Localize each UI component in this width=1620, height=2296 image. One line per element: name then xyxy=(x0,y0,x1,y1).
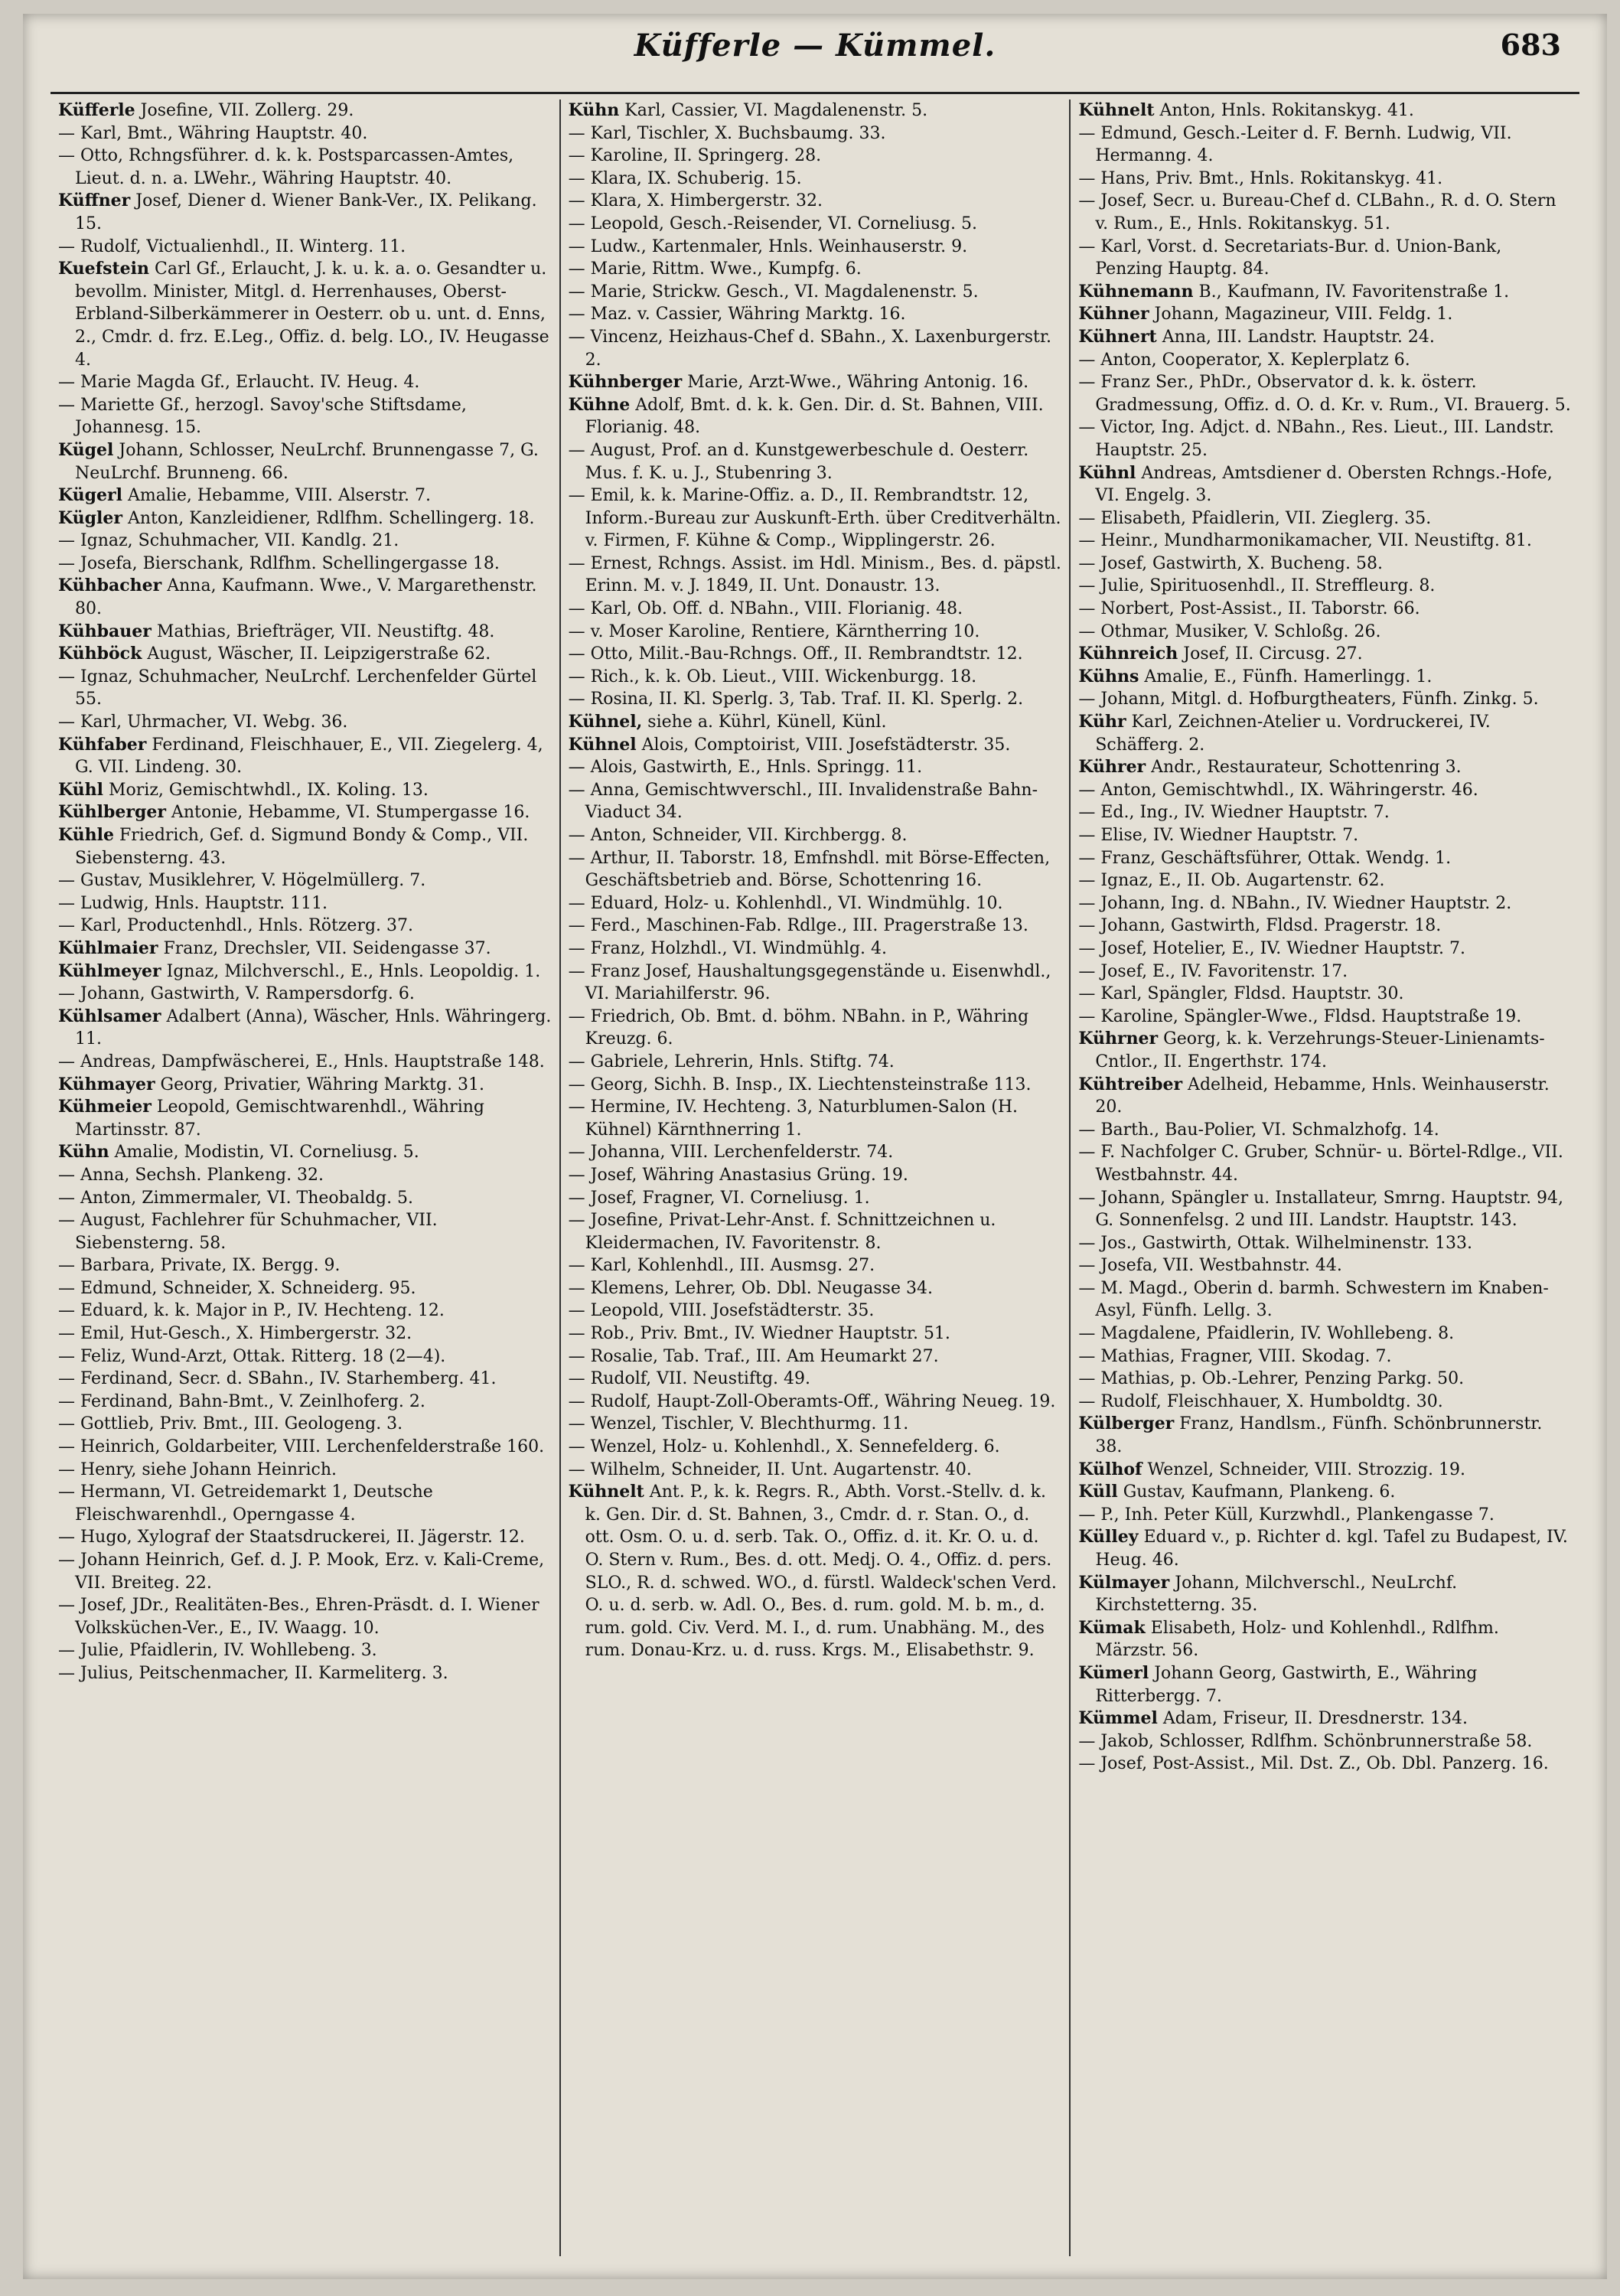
entry-surname: Küfferle xyxy=(58,100,135,120)
column-1 xyxy=(51,99,561,2256)
directory-entry-main: Kühner Johann, Magazineur, VIII. Feldg. 1. xyxy=(1078,304,1453,325)
directory-entry-sub: — Johanna, VIII. Lerchenfelderstr. 74. xyxy=(568,1143,894,1163)
directory-entry-main: Kühnemann B., Kaufmann, IV. Favoritenstraße 1. xyxy=(1078,281,1510,302)
directory-entry-sub: — Victor, Ing. Adjct. d. NBahn., Res. Lieut., III. Landstr. Hauptstr. 25. xyxy=(1078,418,1554,460)
directory-entry-sub: — Otto, Milit.-Bau-Rchngs. Off., II. Rembrandtstr. 12. xyxy=(568,644,1023,664)
directory-entry-sub: — Klemens, Lehrer, Ob. Dbl. Neugasse 34. xyxy=(568,1278,933,1298)
directory-entry-sub: — Josef, Secr. u. Bureau-Chef d. CLBahn., R. d. O. Stern v. Rum., E., Hnls. Rokitanskyg. 51. xyxy=(1078,191,1556,233)
directory-entry-sub: — Josef, Fragner, VI. Corneliusg. 1. xyxy=(568,1188,870,1208)
directory-entry-sub: — Julie, Pfaidlerin, IV. Wohllebeng. 3. xyxy=(58,1641,377,1661)
directory-entry-sub: — Heinr., Mundharmonikamacher, VII. Neustiftg. 81. xyxy=(1078,531,1532,551)
columns xyxy=(51,99,1579,2256)
directory-entry-sub: — Heinrich, Goldarbeiter, VIII. Lerchenfelderstraße 160. xyxy=(58,1437,545,1457)
directory-entry-sub: — Rudolf, Victualienhdl., II. Winterg. 11. xyxy=(58,236,406,256)
directory-entry-sub: — Georg, Sichh. B. Insp., IX. Liechtensteinstraße 113. xyxy=(568,1075,1032,1094)
directory-entry-sub: — Gabriele, Lehrerin, Hnls. Stiftg. 74. xyxy=(568,1052,895,1071)
directory-entry-sub: — Franz Ser., PhDr., Observator d. k. k. österr. Gradmessung, Offiz. d. O. d. Kr. v. Rum., VI. Brauerg. 5. xyxy=(1078,373,1571,415)
directory-entry-sub: — Ferdinand, Bahn-Bmt., V. Zeinlhoferg. 2. xyxy=(58,1391,425,1411)
directory-entry-main: Kührer Andr., Restaurateur, Schottenring 3. xyxy=(1078,757,1462,778)
directory-entry-sub: — Emil, k. k. Marine-Offiz. a. D., II. Rembrandtstr. 12, Inform.-Bureau zur Auskunft-Erth. über Creditverhältn. v. Firmen, F. Kühne & Comp., Wipplingerstr. 26. xyxy=(568,486,1061,551)
directory-entry-main: Kühbauer Mathias, Briefträger, VII. Neustiftg. 48. xyxy=(58,621,495,641)
directory-entry-main: Kühnl Andreas, Amtsdiener d. Obersten Rchngs.-Hofe, VI. Engelg. 3. xyxy=(1078,462,1553,506)
directory-entry-sub: — Edmund, Schneider, X. Schneiderg. 95. xyxy=(58,1278,416,1298)
directory-entry-sub: — Anton, Cooperator, X. Keplerplatz 6. xyxy=(1078,350,1410,370)
directory-entry-sub: — Josef, E., IV. Favoritenstr. 17. xyxy=(1078,961,1348,981)
directory-entry-main: Kühl Moriz, Gemischtwhdl., IX. Koling. 13. xyxy=(58,779,429,800)
entry-surname: Kühne xyxy=(568,394,631,415)
directory-entry-main: Kühn Karl, Cassier, VI. Magdalenenstr. 5. xyxy=(568,100,928,120)
entry-surname: Kühnel xyxy=(568,734,637,755)
directory-entry-sub: — Rudolf, Haupt-Zoll-Oberamts-Off., Währing Neueg. 19. xyxy=(568,1391,1056,1411)
entry-surname: Kühn xyxy=(58,1142,109,1163)
entry-surname: Kümak xyxy=(1078,1617,1146,1638)
directory-entry-sub: — Ludwig, Hnls. Hauptstr. 111. xyxy=(58,893,328,913)
entry-surname: Kühnl xyxy=(1078,462,1136,483)
directory-entry-main: Kühle Friedrich, Gef. d. Sigmund Bondy & Comp., VII. Siebensterng. 43. xyxy=(58,825,529,868)
directory-entry-sub: — Mathias, p. Ob.-Lehrer, Penzing Parkg. 50. xyxy=(1078,1369,1465,1389)
directory-entry-main: Kühns Amalie, E., Fünfh. Hamerlingg. 1. xyxy=(1078,666,1433,687)
directory-entry-main: Kügel Johann, Schlosser, NeuLrchf. Brunnengasse 7, G. NeuLrchf. Brunneng. 66. xyxy=(58,439,539,483)
directory-entry-sub: — F. Nachfolger C. Gruber, Schnür- u. Börtel-Rdlge., VII. Westbahnstr. 44. xyxy=(1078,1143,1563,1185)
directory-entry-sub: — Henry, siehe Johann Heinrich. xyxy=(58,1459,337,1479)
directory-entry-sub: — Jos., Gastwirth, Ottak. Wilhelminenstr. 133. xyxy=(1078,1233,1473,1253)
directory-entry-sub: — Barbara, Private, IX. Bergg. 9. xyxy=(58,1256,341,1276)
entry-surname: Kühnelt xyxy=(568,1482,644,1502)
directory-entry-sub: — Ferd., Maschinen-Fab. Rdlge., III. Pragerstraße 13. xyxy=(568,916,1028,936)
directory-entry-sub: — Josef, Hotelier, E., IV. Wiedner Hauptstr. 7. xyxy=(1078,938,1465,958)
directory-entry-main: Kügerl Amalie, Hebamme, VIII. Alserstr. 7. xyxy=(58,485,431,506)
directory-entry-main: Kühnelt Ant. P., k. k. Regrs. R., Abth. Vorst.-Stellv. d. k. k. Gen. Dir. d. St. Bahnen, 3., Cmdr. d. r. Stan. O., d. ott. Osm. O. u. d. serb. Tak. O., Offiz. d. it. Kr. O. u. d. O. Stern v. Rum., Bes. d. ott. Medj. O. 4., Offiz. d. pers. SLO., R. d. schwed. WO., d. fürstl. Waldeck'schen Verd. O. u. d. serb. w. Adl. O., Bes. d. rum. gold. M. b. m., d. rum. gold. Civ. Verd. M. I., d. rum. Unabhäng. M., des rum. Donau-Krz. u. d. russ. Krgs. M., Elisabethstr. 9. xyxy=(568,1482,1057,1661)
directory-entry-sub: — Karl, Uhrmacher, VI. Webg. 36. xyxy=(58,713,348,732)
directory-entry-main: Kümerl Johann Georg, Gastwirth, E., Währing Ritterbergg. 7. xyxy=(1078,1662,1478,1706)
directory-entry-sub: — Othmar, Musiker, V. Schloßg. 26. xyxy=(1078,621,1381,641)
directory-entry-sub: — Leopold, VIII. Josefstädterstr. 35. xyxy=(568,1301,875,1321)
entry-surname: Kühnberger xyxy=(568,372,683,393)
directory-entry-main: Kühmeier Leopold, Gemischtwarenhdl., Währing Martinsstr. 87. xyxy=(58,1097,484,1140)
directory-entry-sub: — Franz, Holzhdl., VI. Windmühlg. 4. xyxy=(568,938,888,958)
entry-surname: Kühn xyxy=(568,100,620,120)
directory-entry-sub: — Johann Heinrich, Gef. d. J. P. Mook, Erz. v. Kali-Creme, VII. Breiteg. 22. xyxy=(58,1551,545,1593)
directory-entry-sub: — Karl, Bmt., Währing Hauptstr. 40. xyxy=(58,123,368,143)
entry-surname: Kühnelt xyxy=(1078,100,1155,120)
directory-entry-main: Külmayer Johann, Milchverschl., NeuLrchf. Kirchstetterng. 35. xyxy=(1078,1572,1458,1616)
directory-entry-sub: — Josefa, Bierschank, Rdlfhm. Schellingergasse 18. xyxy=(58,553,500,573)
directory-entry-sub: — Marie, Strickw. Gesch., VI. Magdalenenstr. 5. xyxy=(568,282,979,302)
directory-entry-sub: — Elisabeth, Pfaidlerin, VII. Zieglerg. 35. xyxy=(1078,508,1432,528)
directory-entry-sub: — Johann, Gastwirth, Fldsd. Pragerstr. 18. xyxy=(1078,916,1442,936)
directory-entry-sub: — Rich., k. k. Ob. Lieut., VIII. Wickenburgg. 18. xyxy=(568,667,977,687)
entry-surname: Küll xyxy=(1078,1482,1118,1502)
entry-surname: Kühner xyxy=(1078,304,1149,325)
directory-entry-sub: — Anton, Gemischtwhdl., IX. Währingerstr. 46. xyxy=(1078,780,1478,800)
entry-surname: Kühl xyxy=(58,779,103,800)
entry-surname: Kuefstein xyxy=(58,259,149,279)
directory-entry-sub: — Marie Magda Gf., Erlaucht. IV. Heug. 4. xyxy=(58,373,420,393)
entry-surname: Kühmayer xyxy=(58,1074,155,1094)
directory-entry-main: Kühlberger Antonie, Hebamme, VI. Stumpergasse 16. xyxy=(58,802,530,823)
directory-entry-sub: — Rosalie, Tab. Traf., III. Am Heumarkt 27. xyxy=(568,1346,939,1366)
directory-entry-sub: — Otto, Rchngsführer. d. k. k. Postsparcassen-Amtes, Lieut. d. n. a. LWehr., Währing Hauptstr. 40. xyxy=(58,146,514,188)
running-title: Küfferle — Kümmel. xyxy=(634,28,996,64)
entry-surname: Kühr xyxy=(1078,712,1126,732)
directory-entry-sub: — Mathias, Fragner, VIII. Skodag. 7. xyxy=(1078,1346,1392,1366)
directory-entry-sub: — Feliz, Wund-Arzt, Ottak. Ritterg. 18 (2—4). xyxy=(58,1346,446,1366)
directory-entry-sub: — Karoline, Spängler-Wwe., Fldsd. Hauptstraße 19. xyxy=(1078,1006,1522,1026)
entry-surname: Kühlmaier xyxy=(58,938,158,958)
entry-surname: Kühbauer xyxy=(58,621,152,641)
entry-surname: Kühböck xyxy=(58,644,142,664)
directory-entry-sub: — Alois, Gastwirth, E., Hnls. Springg. 11. xyxy=(568,758,923,778)
directory-entry-main: Külhof Wenzel, Schneider, VIII. Strozzig. 19. xyxy=(1078,1459,1465,1479)
directory-entry-sub: — Hans, Priv. Bmt., Hnls. Rokitanskyg. 41. xyxy=(1078,168,1443,188)
directory-entry-sub: — Josef, Gastwirth, X. Bucheng. 58. xyxy=(1078,553,1383,573)
directory-entry-sub: — Klara, IX. Schuberig. 15. xyxy=(568,168,802,188)
directory-entry-sub: — Arthur, II. Taborstr. 18, Emfnshdl. mit Börse-Effecten, Geschäftsbetrieb and. Börse, Schottenring 16. xyxy=(568,848,1051,891)
header-rule xyxy=(51,92,1579,94)
directory-entry-main: Kuefstein Carl Gf., Erlaucht, J. k. u. k. a. o. Gesandter u. bevollm. Minister, Mitgl. d. Herrenhauses, Oberst-Erbland-Silberkämmerer in Oesterr. ob u. unt. d. Enns, 2., Cmdr. d. frz. E.Leg., Offiz. d. belg. LO., IV. Heugasse 4. xyxy=(58,259,549,370)
entry-surname: Kühlsamer xyxy=(58,1006,161,1026)
directory-entry-sub: — Ed., Ing., IV. Wiedner Hauptstr. 7. xyxy=(1078,803,1390,823)
directory-entry-sub: — Johann, Gastwirth, V. Rampersdorfg. 6. xyxy=(58,984,415,1004)
directory-entry-sub: — Emil, Hut-Gesch., X. Himbergerstr. 32. xyxy=(58,1324,412,1344)
directory-entry-main: Kühlsamer Adalbert (Anna), Wäscher, Hnls. Währingerg. 11. xyxy=(58,1006,552,1049)
entry-surname: Küffner xyxy=(58,191,131,211)
directory-entry-sub: — Eduard, Holz- u. Kohlenhdl., VI. Windmühlg. 10. xyxy=(568,893,1003,913)
directory-entry-sub: — Julie, Spirituosenhdl., II. Streffleurg. 8. xyxy=(1078,576,1436,596)
directory-entry-sub: — Johann, Mitgl. d. Hofburgtheaters, Fünfh. Zinkg. 5. xyxy=(1078,690,1539,709)
directory-entry-main: Külberger Franz, Handlsm., Fünfh. Schönbrunnerstr. 38. xyxy=(1078,1414,1543,1457)
directory-page xyxy=(23,14,1607,2279)
directory-entry-main: Küfferle Josefine, VII. Zollerg. 29. xyxy=(58,100,354,120)
entry-surname: Kühns xyxy=(1078,666,1139,687)
directory-entry-sub: — Karl, Kohlenhdl., III. Ausmsg. 27. xyxy=(568,1256,875,1276)
directory-entry-main: Küll Gustav, Kaufmann, Plankeng. 6. xyxy=(1078,1482,1396,1502)
directory-entry-sub: — Ernest, Rchngs. Assist. im Hdl. Minism., Bes. d. päpstl. Erinn. M. v. J. 1849, II. Unt. Donaustr. 13. xyxy=(568,553,1061,596)
directory-entry-main: Kühnberger Marie, Arzt-Wwe., Währing Antonig. 16. xyxy=(568,372,1029,393)
directory-entry-sub: — Josefa, VII. Westbahnstr. 44. xyxy=(1078,1256,1342,1276)
directory-entry-sub: — Hermann, VI. Getreidemarkt 1, Deutsche Fleischwarenhdl., Operngasse 4. xyxy=(58,1482,433,1525)
directory-entry-sub: — Gottlieb, Priv. Bmt., III. Geologeng. 3. xyxy=(58,1414,403,1434)
page-header xyxy=(23,28,1607,73)
directory-entry-main: Kühfaber Ferdinand, Fleischhauer, E., VII. Ziegelerg. 4, G. VII. Lindeng. 30. xyxy=(58,734,543,778)
directory-entry-sub: — Anton, Schneider, VII. Kirchbergg. 8. xyxy=(568,826,908,845)
directory-entry-sub: — Karl, Vorst. d. Secretariats-Bur. d. Union-Bank, Penzing Hauptg. 84. xyxy=(1078,236,1502,279)
entry-surname: Kühnreich xyxy=(1078,644,1178,664)
entry-surname: Külmayer xyxy=(1078,1572,1170,1593)
directory-entry-main: Kühnert Anna, III. Landstr. Hauptstr. 24. xyxy=(1078,326,1435,347)
directory-entry-sub: — Karl, Productenhdl., Hnls. Rötzerg. 37. xyxy=(58,916,414,936)
directory-entry-main: Kühr Karl, Zeichnen-Atelier u. Vordruckerei, IV. Schäfferg. 2. xyxy=(1078,712,1491,755)
entry-surname: Kührner xyxy=(1078,1029,1159,1049)
directory-entry-sub: — Rudolf, Fleischhauer, X. Humboldtg. 30. xyxy=(1078,1391,1443,1411)
directory-entry-sub: — Ignaz, Schuhmacher, VII. Kandlg. 21. xyxy=(58,531,399,551)
directory-entry-sub: — Karl, Spängler, Fldsd. Hauptstr. 30. xyxy=(1078,984,1404,1004)
directory-entry-sub: — Anton, Zimmermaler, VI. Theobaldg. 5. xyxy=(58,1188,414,1208)
directory-entry-sub: — Anna, Sechsh. Plankeng. 32. xyxy=(58,1165,324,1185)
directory-entry-main: Kühtreiber Adelheid, Hebamme, Hnls. Weinhauserstr. 20. xyxy=(1078,1074,1550,1117)
directory-entry-sub: — Karl, Ob. Off. d. NBahn., VIII. Florianig. 48. xyxy=(568,599,963,619)
directory-entry-main: Küffner Josef, Diener d. Wiener Bank-Ver., IX. Pelikang. 15. xyxy=(58,191,537,233)
directory-entry-sub: — Vincenz, Heizhaus-Chef d. SBahn., X. Laxenburgerstr. 2. xyxy=(568,327,1051,370)
directory-entry-sub: — Jakob, Schlosser, Rdlfhm. Schönbrunnerstraße 58. xyxy=(1078,1731,1533,1751)
directory-entry-main: Kühlmaier Franz, Drechsler, VII. Seidengasse 37. xyxy=(58,938,491,958)
directory-entry-sub: — Klara, X. Himbergerstr. 32. xyxy=(568,191,823,211)
entry-surname: Kühmeier xyxy=(58,1097,152,1117)
directory-entry-main: Külley Eduard v., p. Richter d. kgl. Tafel zu Budapest, IV. Heug. 46. xyxy=(1078,1527,1568,1570)
directory-entry-sub: — Hermine, IV. Hechteng. 3, Naturblumen-Salon (H. Kühnel) Kärnthnerring 1. xyxy=(568,1097,1019,1140)
directory-entry-sub: — Eduard, k. k. Major in P., IV. Hechteng. 12. xyxy=(58,1301,445,1321)
directory-entry-sub: — Anna, Gemischtwverschl., III. Invalidenstraße Bahn-Viaduct 34. xyxy=(568,780,1038,823)
directory-entry-main: Kügler Anton, Kanzleidiener, Rdlfhm. Schellingerg. 18. xyxy=(58,507,535,528)
directory-entry-main: Kühlmeyer Ignaz, Milchverschl., E., Hnls. Leopoldig. 1. xyxy=(58,960,541,981)
entry-surname: Külley xyxy=(1078,1527,1139,1548)
directory-entry-main: Kühmayer Georg, Privatier, Währing Marktg. 31. xyxy=(58,1074,485,1094)
directory-entry-sub: — Josef, Post-Assist., Mil. Dst. Z., Ob. Dbl. Panzerg. 16. xyxy=(1078,1754,1549,1774)
entry-surname: Kührer xyxy=(1078,757,1146,778)
directory-entry-sub: — v. Moser Karoline, Rentiere, Kärntherring 10. xyxy=(568,621,980,641)
directory-entry-sub: — M. Magd., Oberin d. barmh. Schwestern im Knaben-Asyl, Fünfh. Lellg. 3. xyxy=(1078,1278,1549,1321)
directory-entry-sub: — Johann, Spängler u. Installateur, Smrng. Hauptstr. 94, G. Sonnenfelsg. 2 und III. Landstr. Hauptstr. 143. xyxy=(1078,1188,1563,1231)
entry-surname: Kügel xyxy=(58,439,114,460)
directory-entry-sub: — Marie, Rittm. Wwe., Kumpfg. 6. xyxy=(568,259,862,279)
entry-surname: Kühnel, xyxy=(568,712,643,732)
directory-entry-sub: — Maz. v. Cassier, Währing Marktg. 16. xyxy=(568,305,906,325)
directory-entry-sub: — Julius, Peitschenmacher, II. Karmeliterg. 3. xyxy=(58,1663,448,1683)
directory-entry-main: Kühnel, siehe a. Kührl, Künell, Künl. xyxy=(568,712,887,732)
entry-surname: Kühnemann xyxy=(1078,281,1194,302)
entry-surname: Külberger xyxy=(1078,1414,1175,1434)
directory-entry-sub: — Wenzel, Tischler, V. Blechthurmg. 11. xyxy=(568,1414,909,1434)
directory-entry-sub: — Leopold, Gesch.-Reisender, VI. Corneliusg. 5. xyxy=(568,214,977,233)
entry-surname: Kühnert xyxy=(1078,326,1157,347)
directory-entry-sub: — Josef, JDr., Realitäten-Bes., Ehren-Präsdt. d. I. Wiener Volksküchen-Ver., E., IV. Waagg. 10. xyxy=(58,1596,539,1638)
directory-entry-main: Kühnreich Josef, II. Circusg. 27. xyxy=(1078,644,1363,664)
entry-surname: Kümerl xyxy=(1078,1662,1149,1683)
directory-entry-sub: — Mariette Gf., herzogl. Savoy'sche Stiftsdame, Johannesg. 15. xyxy=(58,395,467,438)
directory-entry-sub: — Rob., Priv. Bmt., IV. Wiedner Hauptstr. 51. xyxy=(568,1324,950,1344)
directory-entry-sub: — Josefine, Privat-Lehr-Anst. f. Schnittzeichnen u. Kleidermachen, IV. Favoritenstr. 8. xyxy=(568,1211,996,1253)
entry-surname: Kühtreiber xyxy=(1078,1074,1183,1094)
directory-entry-sub: — Karoline, II. Springerg. 28. xyxy=(568,146,822,166)
directory-entry-sub: — Norbert, Post-Assist., II. Taborstr. 66. xyxy=(1078,599,1420,619)
directory-entry-sub: — Wenzel, Holz- u. Kohlenhdl., X. Sennefelderg. 6. xyxy=(568,1437,1000,1457)
directory-entry-sub: — Barth., Bau-Polier, VI. Schmalzhofg. 14. xyxy=(1078,1120,1439,1140)
directory-entry-main: Kümmel Adam, Friseur, II. Dresdnerstr. 134. xyxy=(1078,1708,1468,1729)
directory-entry-main: Kührner Georg, k. k. Verzehrungs-Steuer-Linienamts-Cntlor., II. Engerthstr. 174. xyxy=(1078,1029,1545,1071)
entry-surname: Kühlmeyer xyxy=(58,960,161,981)
directory-entry-main: Kühböck August, Wäscher, II. Leipzigerstraße 62. xyxy=(58,644,491,664)
column-3 xyxy=(1071,99,1579,2256)
entry-surname: Kühle xyxy=(58,825,114,845)
directory-entry-sub: — Johann, Ing. d. NBahn., IV. Wiedner Hauptstr. 2. xyxy=(1078,893,1512,913)
directory-entry-sub: — Edmund, Gesch.-Leiter d. F. Bernh. Ludwig, VII. Hermanng. 4. xyxy=(1078,123,1512,166)
directory-entry-sub: — Ferdinand, Secr. d. SBahn., IV. Starhemberg. 41. xyxy=(58,1369,497,1389)
directory-entry-main: Kühnelt Anton, Hnls. Rokitanskyg. 41. xyxy=(1078,100,1414,120)
directory-entry-sub: — Friedrich, Ob. Bmt. d. böhm. NBahn. in P., Währing Kreuzg. 6. xyxy=(568,1006,1029,1049)
entry-surname: Külhof xyxy=(1078,1459,1142,1479)
entry-surname: Kümmel xyxy=(1078,1708,1158,1729)
directory-entry-sub: — Elise, IV. Wiedner Hauptstr. 7. xyxy=(1078,826,1359,845)
entry-surname: Kühlberger xyxy=(58,802,166,823)
directory-entry-sub: — Franz, Geschäftsführer, Ottak. Wendg. 1. xyxy=(1078,848,1452,868)
directory-entry-sub: — Ignaz, E., II. Ob. Augartenstr. 62. xyxy=(1078,871,1385,891)
column-2 xyxy=(561,99,1071,2256)
directory-entry-sub: — Rosina, II. Kl. Sperlg. 3, Tab. Traf. II. Kl. Sperlg. 2. xyxy=(568,690,1024,709)
entry-surname: Kügerl xyxy=(58,485,122,506)
directory-entry-main: Kümak Elisabeth, Holz- und Kohlenhdl., Rdlfhm. Märzstr. 56. xyxy=(1078,1617,1499,1661)
directory-entry-sub: — August, Prof. an d. Kunstgewerbeschule d. Oesterr. Mus. f. K. u. J., Stubenring 3. xyxy=(568,440,1029,483)
directory-entry-sub: — Josef, Währing Anastasius Grüng. 19. xyxy=(568,1165,908,1185)
directory-entry-sub: — Franz Josef, Haushaltungsgegenstände u. Eisenwhdl., VI. Mariahilferstr. 96. xyxy=(568,961,1051,1004)
directory-entry-sub: — Karl, Tischler, X. Buchsbaumg. 33. xyxy=(568,123,886,143)
directory-entry-main: Kühn Amalie, Modistin, VI. Corneliusg. 5. xyxy=(58,1142,419,1163)
directory-entry-sub: — Andreas, Dampfwäscherei, E., Hnls. Hauptstraße 148. xyxy=(58,1052,545,1071)
entry-surname: Kügler xyxy=(58,507,122,528)
page-number: 683 xyxy=(1500,28,1561,62)
entry-surname: Kühfaber xyxy=(58,734,147,755)
directory-entry-sub: — August, Fachlehrer für Schuhmacher, VII. Siebensterng. 58. xyxy=(58,1211,438,1253)
directory-entry-sub: — Rudolf, VII. Neustiftg. 49. xyxy=(568,1369,811,1389)
entry-surname: Kühbacher xyxy=(58,576,162,596)
directory-entry-sub: — Gustav, Musiklehrer, V. Högelmüllerg. 7. xyxy=(58,871,426,891)
directory-entry-sub: — Hugo, Xylograf der Staatsdruckerei, II. Jägerstr. 12. xyxy=(58,1528,525,1548)
directory-entry-sub: — Ludw., Kartenmaler, Hnls. Weinhauserstr. 9. xyxy=(568,236,968,256)
directory-entry-sub: — Magdalene, Pfaidlerin, IV. Wohllebeng. 8. xyxy=(1078,1324,1455,1344)
directory-entry-sub: — P., Inh. Peter Küll, Kurzwhdl., Plankengasse 7. xyxy=(1078,1505,1495,1525)
directory-entry-main: Kühne Adolf, Bmt. d. k. k. Gen. Dir. d. St. Bahnen, VIII. Florianig. 48. xyxy=(568,394,1044,438)
directory-entry-main: Kühnel Alois, Comptoirist, VIII. Josefstädterstr. 35. xyxy=(568,734,1011,755)
directory-entry-main: Kühbacher Anna, Kaufmann. Wwe., V. Margarethenstr. 80. xyxy=(58,576,537,619)
directory-entry-sub: — Wilhelm, Schneider, II. Unt. Augartenstr. 40. xyxy=(568,1459,972,1479)
directory-entry-sub: — Ignaz, Schuhmacher, NeuLrchf. Lerchenfelder Gürtel 55. xyxy=(58,667,537,709)
